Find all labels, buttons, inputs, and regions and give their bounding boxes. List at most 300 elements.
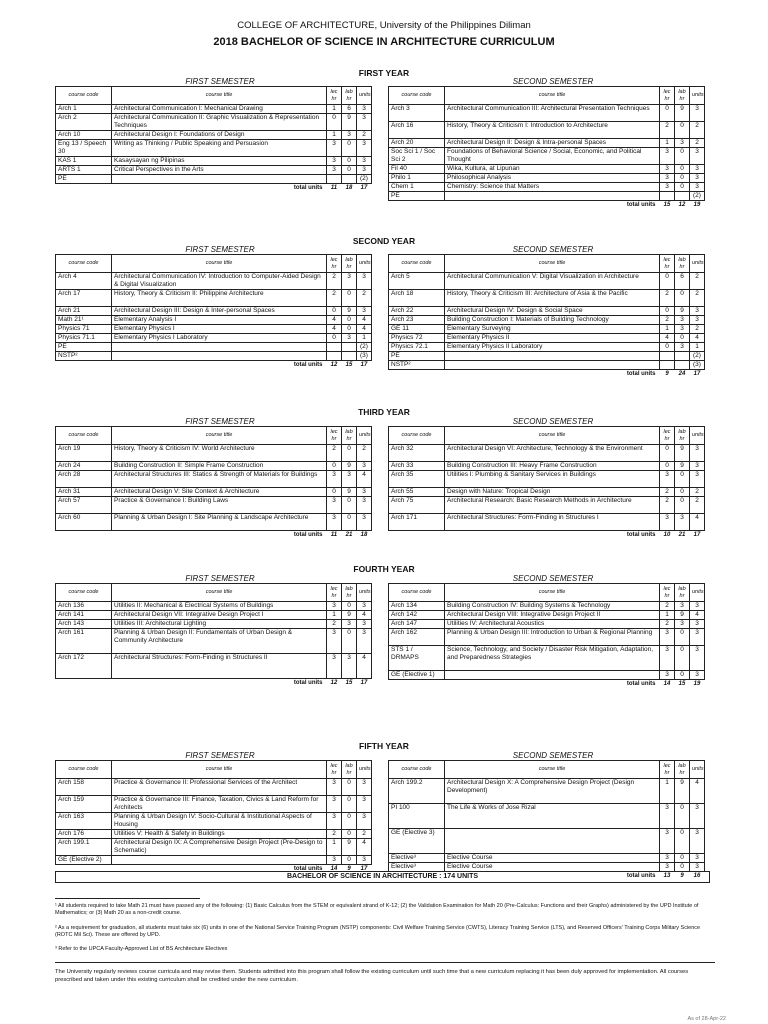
totals-row — [56, 531, 372, 540]
course-title: The Life & Works of Jose Rizal — [445, 804, 660, 829]
course-units: 3 — [357, 779, 372, 796]
course-units: 4 — [357, 471, 372, 488]
course-code: GE (Elective 2) — [56, 856, 112, 865]
course-title: Elementary Analysis I — [112, 316, 327, 325]
course-table — [55, 426, 372, 540]
lecture-hours: 3 — [327, 813, 342, 830]
course-units: 3 — [357, 462, 372, 471]
totals-row — [389, 201, 705, 210]
course-title: Architectural Design X: A Comprehensive Design Project (Design Development) — [445, 779, 660, 804]
lecture-hours: 0 — [660, 445, 675, 462]
course-title: Utilities V: Health & Safety in Buildings — [112, 830, 327, 839]
course-code: Arch 35 — [389, 471, 445, 488]
total-lab-hours: 15 — [345, 362, 353, 368]
lecture-hours: 3 — [660, 165, 675, 174]
semester-heading: FIRST SEMESTER — [185, 77, 255, 86]
lab-hours: 3 — [342, 620, 357, 629]
course-title: Building Construction IV: Building Systems & Technology — [445, 602, 660, 611]
lab-hours: 3 — [342, 654, 357, 679]
semester-heading: SECOND SEMESTER — [512, 417, 594, 426]
course-row — [389, 804, 705, 829]
course-title: Architectural Design IX: A Comprehensive Design Project (Pre-Design to Schematic) — [112, 839, 327, 856]
lecture-hours: 3 — [660, 148, 675, 165]
lab-hours: 0 — [675, 671, 690, 680]
semester-heading: SECOND SEMESTER — [512, 245, 594, 254]
column-header-lab: lab hr — [342, 255, 357, 273]
course-row — [389, 290, 705, 307]
column-header-lec: lec hr — [660, 761, 675, 779]
total-lab-hours: 15 — [678, 681, 686, 687]
course-units: 3 — [690, 316, 705, 325]
course-row — [389, 497, 705, 514]
lab-hours: 9 — [675, 462, 690, 471]
lecture-hours: 2 — [327, 445, 342, 462]
course-title: Architectural Design I: Foundations of Design — [112, 131, 327, 140]
lab-hours: 0 — [342, 497, 357, 514]
lecture-hours: 2 — [327, 830, 342, 839]
course-code: Arch 75 — [389, 497, 445, 514]
course-row — [389, 139, 705, 148]
course-code: Soc Sci 1 / Soc Sci 2 — [389, 148, 445, 165]
course-row — [389, 307, 705, 316]
course-title: Architectural Communication II: Graphic Visualization & Representation Techniques — [112, 114, 327, 131]
course-title — [112, 175, 327, 184]
lecture-hours — [660, 192, 675, 201]
lab-hours: 0 — [342, 157, 357, 166]
column-header-lab: lab hr — [342, 87, 357, 105]
lecture-hours: 0 — [327, 488, 342, 497]
total-lecture-hours: 11 — [330, 532, 338, 538]
course-units: 3 — [357, 796, 372, 813]
totals-row — [389, 370, 705, 379]
course-code: Arch 18 — [389, 290, 445, 307]
course-row — [389, 325, 705, 334]
course-title: History, Theory & Criticism III: Architecture of Asia & the Pacific — [445, 290, 660, 307]
course-row — [389, 602, 705, 611]
course-code: NSTP² — [56, 352, 112, 361]
course-table — [55, 254, 372, 370]
lecture-hours: 2 — [660, 290, 675, 307]
year-heading: SECOND YEAR — [352, 236, 416, 246]
lab-hours: 3 — [675, 602, 690, 611]
total-lab-hours: 12 — [678, 202, 686, 208]
column-header-course-code: course code — [56, 255, 112, 273]
lecture-hours — [327, 352, 342, 361]
column-header-course-code: course code — [389, 584, 445, 602]
lecture-hours: 3 — [660, 471, 675, 488]
course-row — [389, 462, 705, 471]
lecture-hours: 3 — [327, 514, 342, 531]
course-title: History, Theory & Criticism II: Philippine Architecture — [112, 290, 327, 307]
course-code: Physics 71 — [56, 325, 112, 334]
column-header-course-title: course title — [112, 761, 327, 779]
column-header-lec: lec hr — [660, 584, 675, 602]
curriculum-title: 2018 BACHELOR OF SCIENCE IN ARCHITECTURE CURRICULUM — [213, 36, 555, 48]
totals-row — [56, 679, 372, 688]
column-header-units: units — [690, 584, 705, 602]
table-header-row — [56, 761, 372, 779]
column-header-units: units — [690, 87, 705, 105]
total-units: 17 — [360, 185, 368, 191]
semester-heading: SECOND SEMESTER — [512, 574, 594, 583]
course-row — [56, 352, 372, 361]
course-title: Architectural Design VIII: Integrative Design Project II — [445, 611, 660, 620]
lecture-hours: 3 — [327, 654, 342, 679]
course-units: 2 — [690, 273, 705, 290]
lab-hours — [675, 361, 690, 370]
lab-hours: 0 — [342, 602, 357, 611]
course-table — [388, 760, 705, 881]
total-lecture-hours: 14 — [663, 681, 671, 687]
lecture-hours: 3 — [327, 157, 342, 166]
course-units: 3 — [690, 671, 705, 680]
lab-hours: 0 — [342, 290, 357, 307]
course-title — [445, 671, 660, 680]
course-title: Elementary Physics I Laboratory — [112, 334, 327, 343]
course-code: Arch 23 — [389, 316, 445, 325]
course-code: Arch 171 — [389, 514, 445, 531]
course-title: Planning & Urban Design III: Introduction to Urban & Regional Planning — [445, 629, 660, 646]
course-row — [56, 316, 372, 325]
course-title: Architectural Communication I: Mechanical Drawing — [112, 105, 327, 114]
year-heading: FIRST YEAR — [358, 68, 410, 78]
course-row — [389, 148, 705, 165]
course-units: (2) — [357, 343, 372, 352]
course-title — [112, 352, 327, 361]
lecture-hours: 1 — [327, 131, 342, 140]
course-units: 3 — [357, 629, 372, 654]
course-units: 3 — [690, 620, 705, 629]
course-code: Arch 199.2 — [389, 779, 445, 804]
lab-hours: 0 — [342, 796, 357, 813]
table-header-row — [389, 427, 705, 445]
course-row — [56, 334, 372, 343]
course-code: GE (Elective 3) — [389, 829, 445, 854]
course-row — [389, 629, 705, 646]
total-lab-hours: 21 — [678, 532, 686, 538]
course-units: 1 — [357, 334, 372, 343]
course-code: STS 1 / DRMAPS — [389, 646, 445, 671]
total-lecture-hours: 15 — [663, 202, 671, 208]
course-title: Architectural Design II: Design & Intra-personal Spaces — [445, 139, 660, 148]
lab-hours: 0 — [675, 829, 690, 854]
course-code: Arch 17 — [56, 290, 112, 307]
column-header-lec: lec hr — [327, 255, 342, 273]
course-title: Architectural Design V: Site Context & Architecture — [112, 488, 327, 497]
course-title: Elementary Physics II — [445, 334, 660, 343]
course-row — [389, 122, 705, 139]
column-header-units: units — [690, 761, 705, 779]
course-code: Elective³ — [389, 863, 445, 872]
course-row — [389, 165, 705, 174]
total-units-label: total units — [626, 873, 656, 879]
course-row — [56, 290, 372, 307]
course-units: (2) — [690, 352, 705, 361]
course-units: 4 — [690, 514, 705, 531]
total-lecture-hours: 9 — [665, 371, 669, 377]
table-header-row — [56, 427, 372, 445]
course-units: 3 — [690, 854, 705, 863]
column-header-course-title: course title — [112, 87, 327, 105]
course-units: 4 — [357, 316, 372, 325]
course-units: 3 — [690, 471, 705, 488]
total-lab-hours: 15 — [345, 680, 353, 686]
table-header-row — [56, 87, 372, 105]
course-table — [388, 86, 705, 210]
column-header-units: units — [357, 761, 372, 779]
course-units: 3 — [357, 273, 372, 290]
course-units: 3 — [690, 602, 705, 611]
lecture-hours — [327, 175, 342, 184]
course-title: History, Theory & Criticism IV: World Architecture — [112, 445, 327, 462]
course-title: Planning & Urban Design II: Fundamentals of Urban Design & Community Architecture — [112, 629, 327, 654]
column-header-course-title: course title — [112, 255, 327, 273]
total-units-label: total units — [293, 185, 323, 191]
course-code: Arch 158 — [56, 779, 112, 796]
column-header-lec: lec hr — [327, 584, 342, 602]
course-units: 3 — [357, 813, 372, 830]
course-row — [389, 854, 705, 863]
course-title: Elective Course — [445, 854, 660, 863]
course-row — [389, 352, 705, 361]
course-title: Kasaysayan ng Pilipinas — [112, 157, 327, 166]
total-lecture-hours: 14 — [330, 866, 338, 872]
course-title: Elementary Physics II Laboratory — [445, 343, 660, 352]
course-code: Physics 71.1 — [56, 334, 112, 343]
course-units: 3 — [357, 307, 372, 316]
course-units: 1 — [690, 343, 705, 352]
course-units: 3 — [690, 629, 705, 646]
lecture-hours: 3 — [327, 779, 342, 796]
course-code: Arch 31 — [56, 488, 112, 497]
course-units: 3 — [357, 157, 372, 166]
course-units: 4 — [357, 654, 372, 679]
total-units: 19 — [693, 202, 701, 208]
course-units: 3 — [690, 174, 705, 183]
course-row — [56, 620, 372, 629]
total-lab-hours: 21 — [345, 532, 353, 538]
column-header-units: units — [357, 584, 372, 602]
course-code: Arch 159 — [56, 796, 112, 813]
course-code: Arch 161 — [56, 629, 112, 654]
lab-hours: 9 — [342, 114, 357, 131]
course-title: Elective Course — [445, 863, 660, 872]
total-units-label: total units — [293, 866, 323, 872]
column-header-course-title: course title — [445, 255, 660, 273]
course-code: Arch 16 — [389, 122, 445, 139]
lab-hours: 0 — [675, 646, 690, 671]
course-units: 3 — [357, 140, 372, 157]
lecture-hours: 0 — [660, 273, 675, 290]
lecture-hours: 3 — [327, 140, 342, 157]
course-code: Arch 163 — [56, 813, 112, 830]
lab-hours: 3 — [675, 620, 690, 629]
lecture-hours: 4 — [327, 325, 342, 334]
course-title: Architectural Structures: Form-Finding in Structures II — [112, 654, 327, 679]
course-row — [389, 445, 705, 462]
lab-hours: 0 — [675, 148, 690, 165]
course-row — [389, 105, 705, 122]
lab-hours: 0 — [342, 140, 357, 157]
lab-hours: 9 — [675, 611, 690, 620]
footnote-2: ² As a requirement for graduation, all students must take six (6) units in one of the National Service Training Program (NSTP) components: Civil Welfare Training Service (CWTS), Literacy Training Service (LTS), and Reserved Officers' Training Corps Military Science (ROTC Mil Sci). These are offered by UPD. — [55, 925, 701, 938]
course-table — [388, 254, 705, 379]
total-lecture-hours: 13 — [663, 873, 671, 879]
lab-hours: 0 — [342, 856, 357, 865]
semester-heading: FIRST SEMESTER — [185, 245, 255, 254]
course-title: Critical Perspectives in the Arts — [112, 166, 327, 175]
course-units: 2 — [690, 122, 705, 139]
course-title: Utilities III: Architectural Lighting — [112, 620, 327, 629]
lab-hours: 6 — [675, 273, 690, 290]
course-units: 2 — [357, 131, 372, 140]
course-code: Arch 21 — [56, 307, 112, 316]
course-title: Utilities I: Plumbing & Sanitary Services in Buildings — [445, 471, 660, 488]
course-units: 4 — [357, 611, 372, 620]
course-table — [55, 86, 372, 193]
course-row — [389, 361, 705, 370]
total-units: 16 — [693, 873, 701, 879]
course-units: 2 — [690, 139, 705, 148]
course-code: Arch 28 — [56, 471, 112, 488]
course-row — [389, 316, 705, 325]
column-header-lec: lec hr — [327, 87, 342, 105]
column-header-course-code: course code — [389, 255, 445, 273]
column-header-course-title: course title — [445, 584, 660, 602]
column-header-lab: lab hr — [675, 87, 690, 105]
lab-hours: 9 — [675, 779, 690, 804]
course-units: (3) — [357, 352, 372, 361]
course-units: 3 — [357, 488, 372, 497]
course-code: Fil 40 — [389, 165, 445, 174]
lab-hours: 0 — [675, 488, 690, 497]
course-title: Elementary Surveying — [445, 325, 660, 334]
lecture-hours: 2 — [660, 602, 675, 611]
lecture-hours: 0 — [660, 343, 675, 352]
course-title: Foundations of Behavioral Science / Social, Economic, and Political Thought — [445, 148, 660, 165]
lab-hours: 3 — [675, 343, 690, 352]
course-units: 3 — [690, 445, 705, 462]
course-code: Arch 176 — [56, 830, 112, 839]
total-units: 18 — [360, 532, 368, 538]
course-row — [389, 514, 705, 531]
course-row — [56, 105, 372, 114]
course-row — [389, 829, 705, 854]
course-code: Arch 142 — [389, 611, 445, 620]
total-units-label: total units — [626, 681, 656, 687]
course-code: Arch 24 — [56, 462, 112, 471]
total-units: 19 — [693, 681, 701, 687]
course-code: GE (Elective 1) — [389, 671, 445, 680]
lecture-hours: 0 — [327, 334, 342, 343]
course-table — [55, 583, 372, 688]
course-row — [56, 166, 372, 175]
course-table — [55, 760, 372, 874]
lecture-hours: 3 — [327, 796, 342, 813]
lab-hours: 0 — [342, 325, 357, 334]
total-lecture-hours: 10 — [663, 532, 671, 538]
column-header-course-code: course code — [56, 87, 112, 105]
course-title: Writing as Thinking / Public Speaking and Persuasion — [112, 140, 327, 157]
course-title: Building Construction III: Heavy Frame Construction — [445, 462, 660, 471]
course-row — [56, 654, 372, 679]
lab-hours: 9 — [342, 611, 357, 620]
course-title — [445, 829, 660, 854]
table-header-row — [56, 255, 372, 273]
column-header-lab: lab hr — [342, 427, 357, 445]
course-title: Architectural Research: Basic Research Methods in Architecture — [445, 497, 660, 514]
lecture-hours: 0 — [327, 114, 342, 131]
footnote-divider — [55, 898, 200, 899]
lecture-hours: 1 — [660, 611, 675, 620]
footer-divider — [55, 962, 715, 963]
course-units: 2 — [357, 445, 372, 462]
lab-hours: 0 — [675, 334, 690, 343]
lecture-hours: 3 — [660, 671, 675, 680]
course-units: 3 — [690, 462, 705, 471]
course-table — [388, 583, 705, 689]
course-code: Arch 2 — [56, 114, 112, 131]
column-header-lec: lec hr — [327, 761, 342, 779]
course-code: Physics 72.1 — [389, 343, 445, 352]
course-code: Arch 20 — [389, 139, 445, 148]
course-title: Building Construction I: Materials of Building Technology — [445, 316, 660, 325]
course-units: 3 — [357, 602, 372, 611]
total-lab-hours: 9 — [680, 873, 684, 879]
course-row — [56, 856, 372, 865]
course-units: 3 — [357, 166, 372, 175]
course-row — [56, 325, 372, 334]
lab-hours: 0 — [675, 471, 690, 488]
course-row — [56, 779, 372, 796]
lecture-hours: 3 — [660, 183, 675, 192]
course-code: Arch 10 — [56, 131, 112, 140]
course-units: 3 — [357, 105, 372, 114]
year-heading: FIFTH YEAR — [359, 741, 409, 751]
column-header-course-code: course code — [389, 427, 445, 445]
lecture-hours: 2 — [660, 497, 675, 514]
course-title: Architectural Design IV: Design & Social Space — [445, 307, 660, 316]
lecture-hours: 1 — [660, 325, 675, 334]
course-title: Wika, Kultura, at Lipunan — [445, 165, 660, 174]
semester-heading: SECOND SEMESTER — [512, 751, 594, 760]
lab-hours: 0 — [342, 514, 357, 531]
course-code: Eng 13 / Speech 30 — [56, 140, 112, 157]
course-code: Elective³ — [389, 854, 445, 863]
column-header-units: units — [357, 255, 372, 273]
course-code: PE — [56, 175, 112, 184]
course-row — [389, 611, 705, 620]
course-units: 2 — [690, 497, 705, 514]
course-title: Architectural Communication III: Architectural Presentation Techniques — [445, 105, 660, 122]
footnote-3: ³ Refer to the UPCA Faculty-Approved List of BS Architecture Electives — [55, 946, 228, 952]
lab-hours: 0 — [342, 779, 357, 796]
totals-row — [389, 680, 705, 689]
course-row — [389, 192, 705, 201]
course-title: Utilities IV: Architectural Acoustics — [445, 620, 660, 629]
course-title: Planning & Urban Design IV: Socio-Cultural & Institutional Aspects of Housing — [112, 813, 327, 830]
course-row — [56, 830, 372, 839]
course-row — [56, 114, 372, 131]
total-lab-hours: 18 — [345, 185, 353, 191]
course-code: Arch 172 — [56, 654, 112, 679]
course-units: 4 — [690, 334, 705, 343]
course-title: Design with Nature: Tropical Design — [445, 488, 660, 497]
column-header-course-title: course title — [112, 427, 327, 445]
course-units: 3 — [357, 620, 372, 629]
course-row — [56, 175, 372, 184]
lecture-hours: 2 — [660, 122, 675, 139]
